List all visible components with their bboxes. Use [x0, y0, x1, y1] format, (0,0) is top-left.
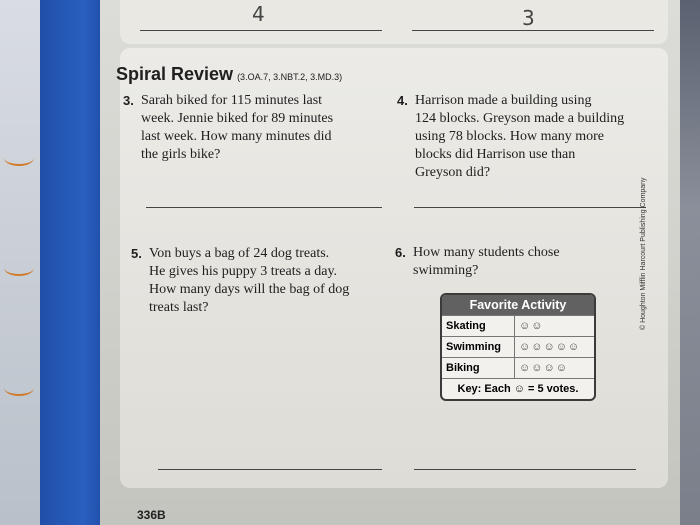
question-4 [397, 92, 625, 182]
question-number: 5. [131, 246, 142, 261]
question-line: week. Jennie biked for 89 minutes [141, 111, 334, 126]
question-line: last week. How many minutes did [141, 129, 332, 144]
section-title [116, 64, 342, 85]
handwritten-answer: 3 [522, 6, 535, 30]
question-line: How many days will the bag of dog [149, 282, 350, 297]
question-line: He gives his puppy 3 treats a day. [149, 264, 338, 279]
answer-line-4 [414, 207, 646, 208]
chart-row-biking [442, 357, 594, 378]
question-line: using 78 blocks. How many more [415, 129, 604, 144]
floor-marking [4, 380, 34, 396]
question-line: treats last? [149, 300, 209, 315]
section-title-text: Spiral Review [116, 64, 234, 84]
question-line: How many students chose [413, 245, 560, 260]
question-6 [395, 244, 560, 280]
answer-line-6 [414, 469, 636, 470]
question-line: Von buys a bag of 24 dog treats. [149, 246, 330, 261]
floor-background [0, 0, 40, 525]
row-label: Skating [442, 316, 515, 336]
question-number: 6. [395, 245, 406, 260]
question-number: 3. [123, 93, 134, 108]
page-number: 336B [137, 508, 166, 522]
question-5 [131, 245, 350, 317]
answer-line-5 [158, 469, 382, 470]
handwritten-answer: 4 [252, 2, 265, 26]
chart-key: Key: Each ☺ = 5 votes. [442, 378, 594, 399]
question-line: Harrison made a building using [415, 93, 592, 108]
question-line: 124 blocks. Greyson made a building [415, 111, 625, 126]
chart-title: Favorite Activity [442, 295, 594, 315]
question-line: swimming? [413, 263, 479, 278]
question-3 [123, 92, 334, 164]
smiley-icons: ☺☺ [519, 320, 544, 332]
chart-row-swimming [442, 336, 594, 357]
question-line: Sarah biked for 115 minutes last [141, 93, 323, 108]
standards-code: (3.OA.7, 3.NBT.2, 3.MD.3) [237, 72, 343, 82]
row-label: Biking [442, 358, 515, 378]
question-line: Greyson did? [415, 165, 491, 180]
question-line: the girls bike? [141, 147, 221, 162]
floor-marking [4, 150, 34, 166]
smiley-icons: ☺☺☺☺☺ [519, 341, 581, 353]
answer-line-2 [412, 30, 654, 31]
floor-marking [4, 260, 34, 276]
favorite-activity-pictograph [440, 293, 596, 401]
question-number: 4. [397, 93, 408, 108]
question-line: blocks did Harrison use than [415, 147, 576, 162]
previous-answer-card [120, 0, 668, 44]
smiley-icons: ☺☺☺☺ [519, 362, 568, 374]
publisher-credit: © Houghton Mifflin Harcourt Publishing Company [640, 177, 647, 330]
answer-line-3 [146, 207, 382, 208]
chart-row-skating [442, 315, 594, 336]
row-label: Swimming [442, 337, 515, 357]
answer-line-1 [140, 30, 382, 31]
